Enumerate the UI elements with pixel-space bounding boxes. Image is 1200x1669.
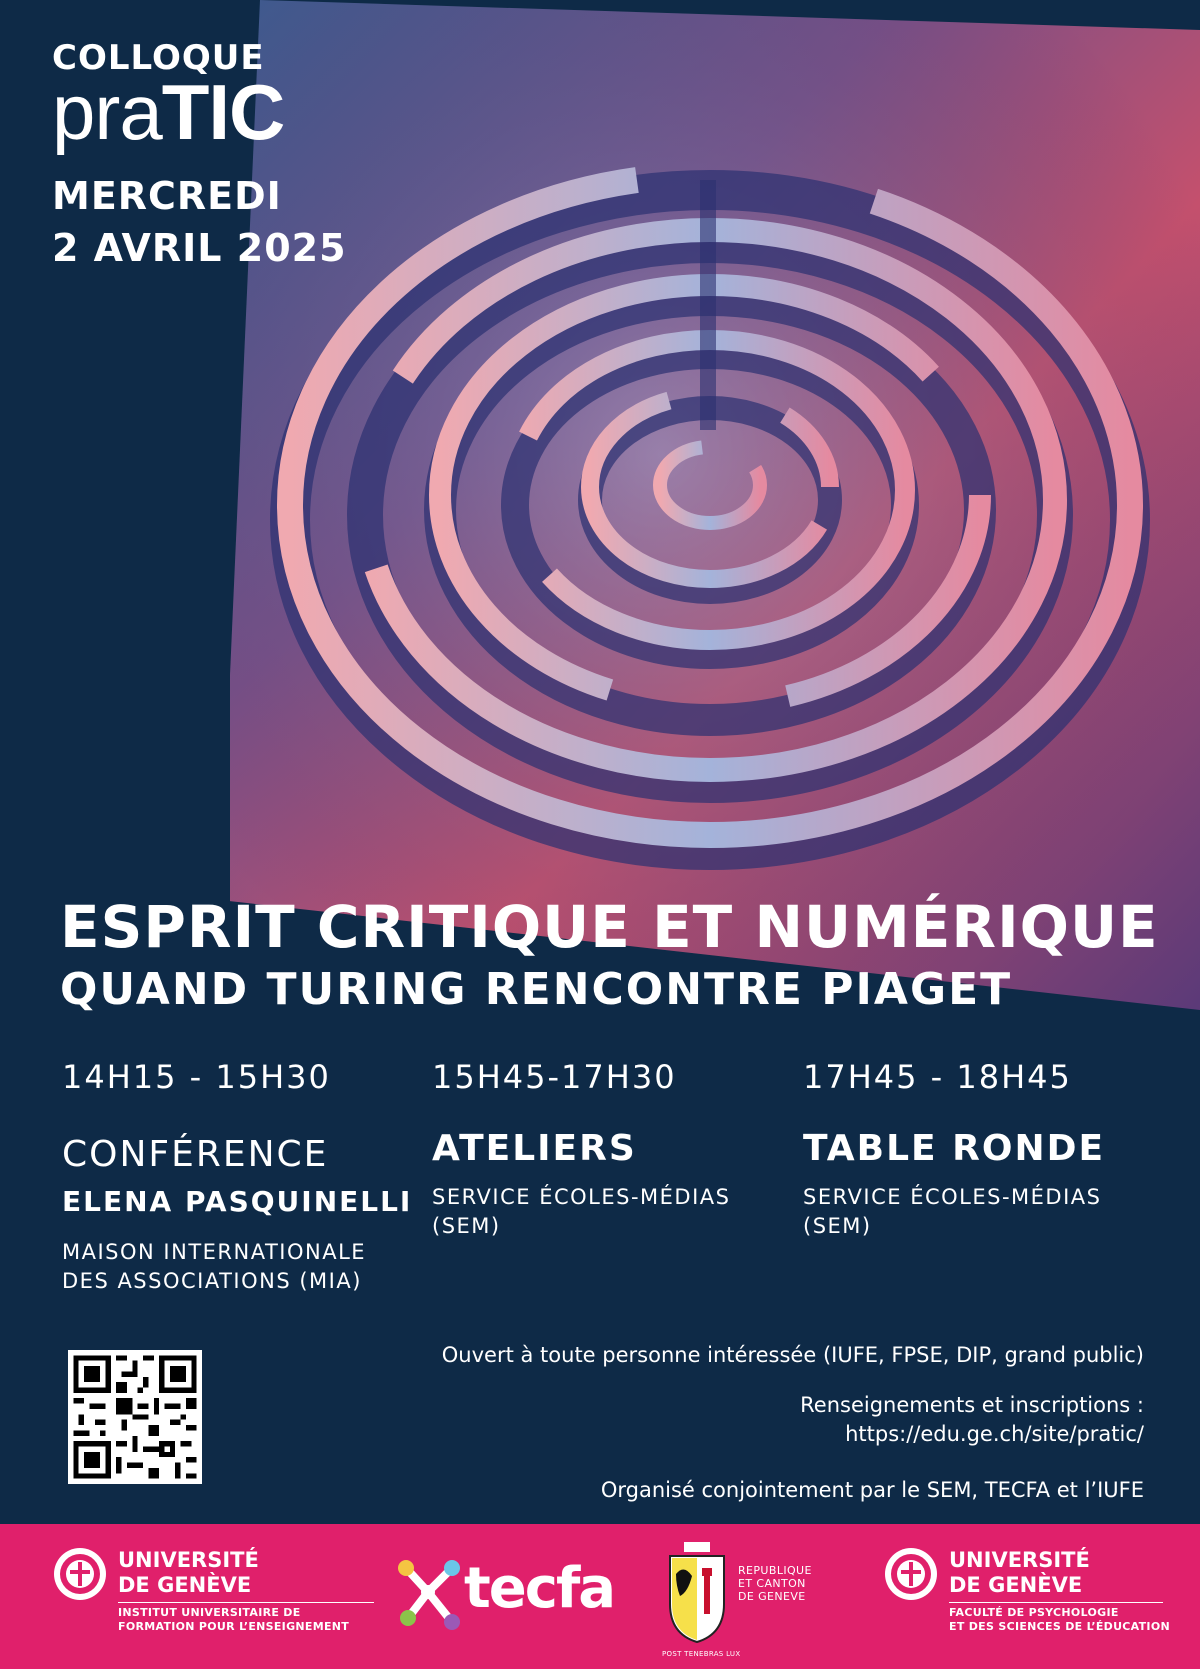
program-time: 17H45 - 18H45 (803, 1058, 1072, 1096)
canton-name (738, 1564, 812, 1603)
footer-logos (0, 1524, 1200, 1669)
pratic-bold: TIC (161, 68, 285, 156)
program-workshops (432, 1058, 772, 1241)
organizer-line: (SEM) (432, 1214, 501, 1238)
labyrinth-illustration (230, 0, 1200, 1030)
canton-name-line: ET CANTON (738, 1577, 806, 1590)
program-organizer (432, 1183, 772, 1241)
unige-sub-line: FACULTÉ DE PSYCHOLOGIE (949, 1606, 1119, 1619)
logo-tecfa (396, 1552, 615, 1638)
pratic-light: pra (52, 68, 162, 156)
logo-divider (118, 1602, 374, 1603)
canton-name-line: DE GENEVE (738, 1590, 806, 1603)
canton-motto: POST TENEBRAS LUX (662, 1650, 741, 1658)
tecfa-wordmark: tecfa (464, 1556, 615, 1621)
organizer-line: SERVICE ÉCOLES-MÉDIAS (803, 1185, 1102, 1209)
geneva-coat-of-arms-icon (662, 1534, 732, 1646)
venue-line: DES ASSOCIATIONS (MIA) (62, 1269, 362, 1293)
unige-sub-line: INSTITUT UNIVERSITAIRE DE (118, 1606, 301, 1619)
unige-name (118, 1548, 259, 1598)
title-sub: QUAND TURING RENCONTRE PIAGET (60, 964, 1013, 1015)
unige-name-line: DE GENÈVE (949, 1573, 1083, 1597)
title-main: ESPRIT CRITIQUE ET NUMÉRIQUE (60, 893, 1159, 961)
registration-label: Renseignements et inscriptions : (800, 1393, 1144, 1417)
pratic-logo (52, 68, 347, 156)
tecfa-molecule-icon (396, 1552, 466, 1638)
unige-seal-icon (52, 1546, 108, 1602)
unige-name-line: UNIVERSITÉ (949, 1548, 1090, 1572)
program-kind: ATELIERS (432, 1128, 637, 1169)
logo-divider (949, 1602, 1163, 1603)
event-day: MERCREDI (52, 174, 282, 218)
unige-seal-icon (883, 1546, 939, 1602)
event-header (52, 40, 347, 274)
program-time: 14H15 - 15H30 (62, 1058, 331, 1096)
unige-sub-line: ET DES SCIENCES DE L’ÉDUCATION (949, 1620, 1170, 1633)
unige-name-line: UNIVERSITÉ (118, 1548, 259, 1572)
organizer-line: (SEM) (803, 1214, 872, 1238)
program-time: 15H45-17H30 (432, 1058, 677, 1096)
venue-line: MAISON INTERNATIONALE (62, 1240, 367, 1264)
program-organizer (803, 1183, 1143, 1241)
registration-link[interactable]: https://edu.ge.ch/site/pratic/ (845, 1422, 1144, 1446)
event-full-date: 2 AVRIL 2025 (52, 226, 347, 270)
canton-name-line: REPUBLIQUE (738, 1564, 812, 1577)
registration-info (800, 1391, 1144, 1449)
event-title (60, 892, 1159, 1018)
colloque-label: COLLOQUE (52, 38, 265, 78)
unige-sub-line: FORMATION POUR L’ENSEIGNEMENT (118, 1620, 350, 1633)
organizer-line: SERVICE ÉCOLES-MÉDIAS (432, 1185, 731, 1209)
audience-note: Ouvert à toute personne intéressée (IUFE, FPSE, DIP, grand public) (441, 1343, 1144, 1367)
program-conference (62, 1058, 413, 1296)
unige-subtitle (118, 1606, 349, 1634)
logo-canton-geneve (662, 1534, 822, 1664)
program-venue (62, 1238, 402, 1296)
qr-code[interactable] (68, 1350, 202, 1484)
program-kind: TABLE RONDE (803, 1128, 1106, 1169)
organizers-note: Organisé conjointement par le SEM, TECFA et l’IUFE (600, 1478, 1144, 1502)
program-round-table (803, 1058, 1143, 1241)
unige-name (949, 1548, 1090, 1598)
event-date (52, 170, 347, 274)
program-kind: CONFÉRENCE (62, 1134, 329, 1175)
unige-name-line: DE GENÈVE (118, 1573, 252, 1597)
program-speaker: ELENA PASQUINELLI (62, 1185, 413, 1218)
unige-subtitle (949, 1606, 1170, 1634)
